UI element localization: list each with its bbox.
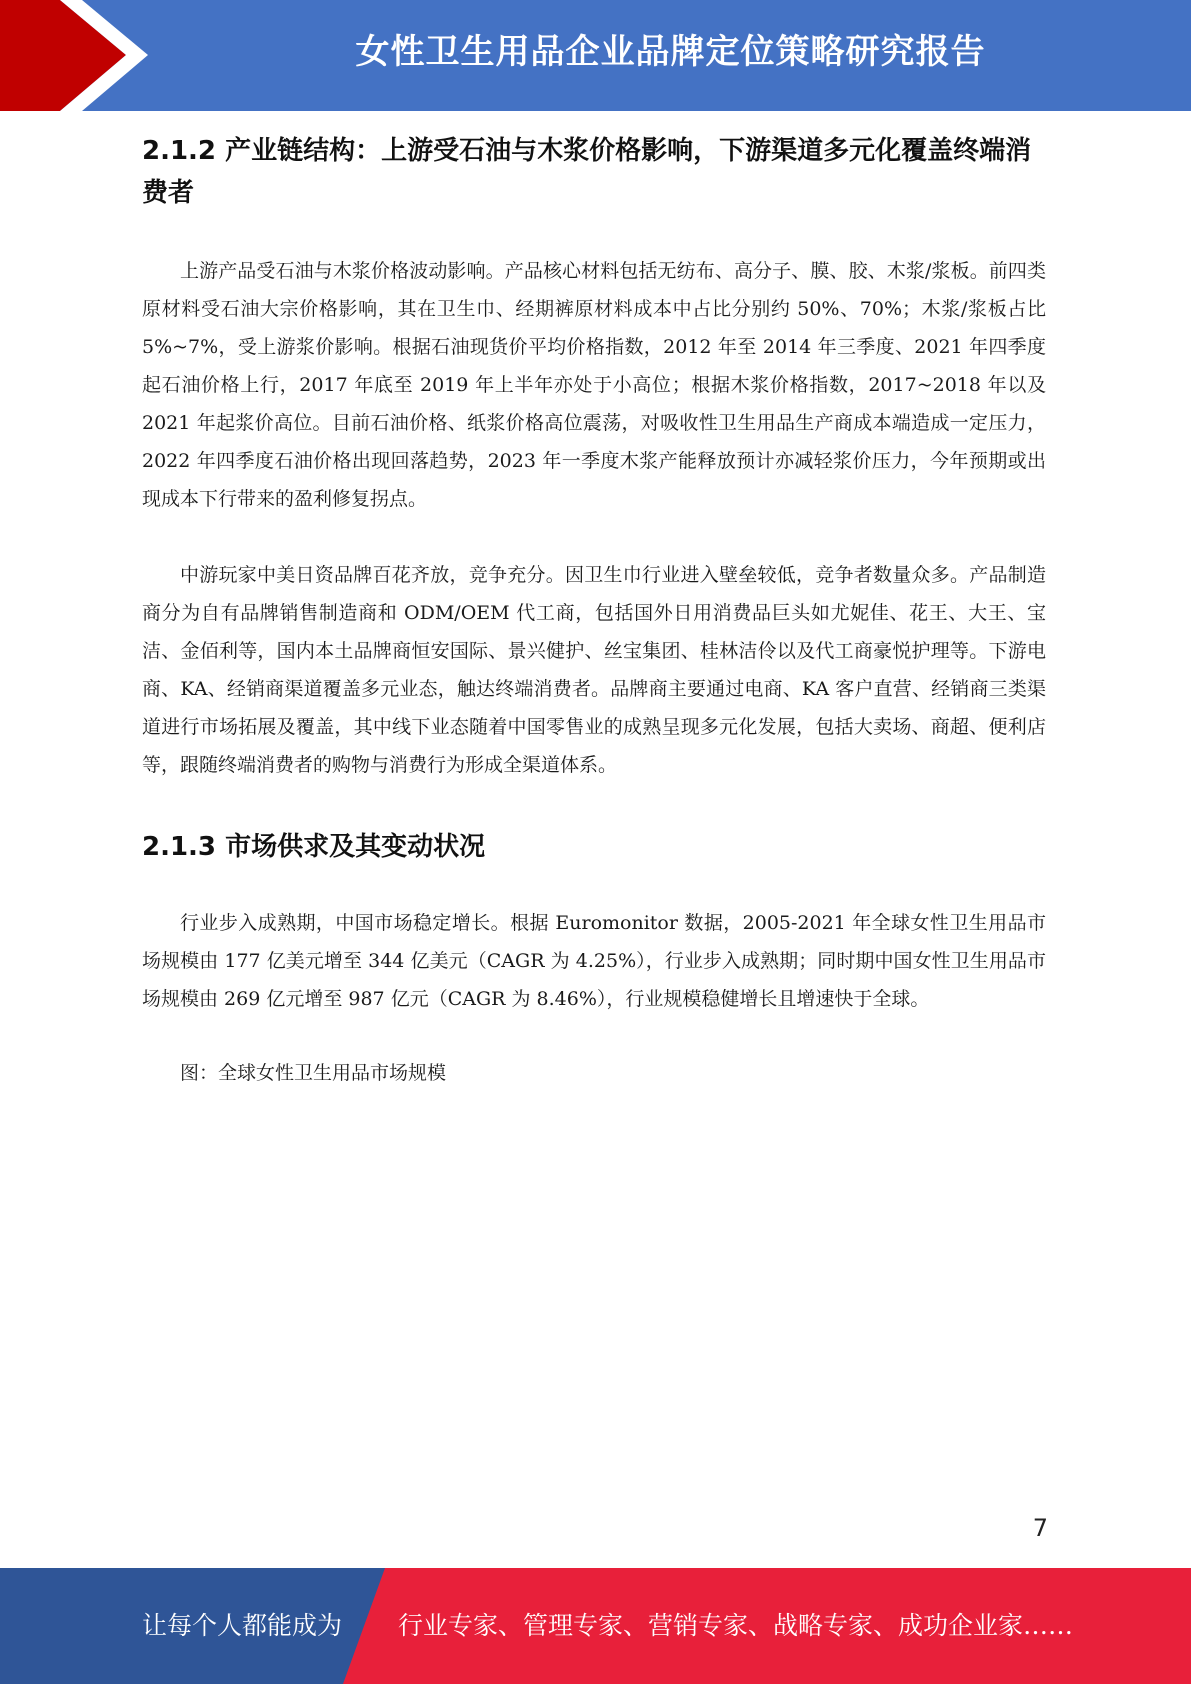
footer-slogan-right: 行业专家、管理专家、营销专家、战略专家、成功企业家…… xyxy=(398,1611,1074,1640)
footer-slogan-left: 让每个人都能成为 xyxy=(142,1611,343,1640)
chevron-arrow-icon xyxy=(0,0,160,111)
section-heading-2-1-3: 2.1.3 市场供求及其变动状况 xyxy=(142,832,486,862)
page-footer xyxy=(0,1568,1191,1684)
document-body xyxy=(142,120,1046,1092)
paragraph-market-supply: 行业步入成熟期，中国市场稳定增长。根据 Euromonitor 数据，2005-2021 年全球女性卫生用品市场规模由 177 亿美元增至 344 亿美元（CAGR 为 4.25%），行业步入成熟期；同时期中国女性卫生用品市场规模由 269 亿元增至 987 亿元（CAGR 为 8.46%），行业规模稳健增长且增速快于全球。 xyxy=(142,912,1046,1010)
section-heading-2-1-2: 2.1.2 产业链结构：上游受石油与木浆价格影响，下游渠道多元化覆盖终端消费者 xyxy=(142,136,1032,208)
paragraph-upstream: 上游产品受石油与木浆价格波动影响。产品核心材料包括无纺布、高分子、膜、胶、木浆/浆板。前四类原材料受石油大宗价格影响，其在卫生巾、经期裤原材料成本中占比分别约 50%、70%；木浆/浆板占比 5%~7%，受上游浆价影响。根据石油现货价平均价格指数，2012 年至 2014 年三季度、2021 年四季度起石油价格上行，2017 年底至 2019 年上半年亦处于小高位；根据木浆价格指数，2017~2018 年以及 2021 年起浆价高位。目前石油价格、纸浆价格高位震荡，对吸收性卫生用品生产商成本端造成一定压力，2022 年四季度石油价格出现回落趋势，2023 年一季度木浆产能释放预计亦减轻浆价压力，今年预期或出现成本下行带来的盈利修复拐点。 xyxy=(142,260,1046,510)
page-number: 7 xyxy=(1032,1514,1048,1542)
page-header xyxy=(0,0,1191,111)
paragraph-midstream: 中游玩家中美日资品牌百花齐放，竞争充分。因卫生巾行业进入壁垒较低，竞争者数量众多。产品制造商分为自有品牌销售制造商和 ODM/OEM 代工商，包括国外日用消费品巨头如尤妮佳、花王、大王、宝洁、金佰利等，国内本土品牌商恒安国际、景兴健护、丝宝集团、桂林洁伶以及代工商豪悦护理等。下游电商、KA、经销商渠道覆盖多元业态，触达终端消费者。品牌商主要通过电商、KA 客户直营、经销商三类渠道进行市场拓展及覆盖，其中线下业态随着中国零售业的成熟呈现多元化发展，包括大卖场、商超、便利店等，跟随终端消费者的购物与消费行为形成全渠道体系。 xyxy=(142,564,1046,776)
report-title: 女性卫生用品企业品牌定位策略研究报告 xyxy=(355,32,986,72)
figure-caption: 图：全球女性卫生用品市场规模 xyxy=(180,1062,447,1084)
